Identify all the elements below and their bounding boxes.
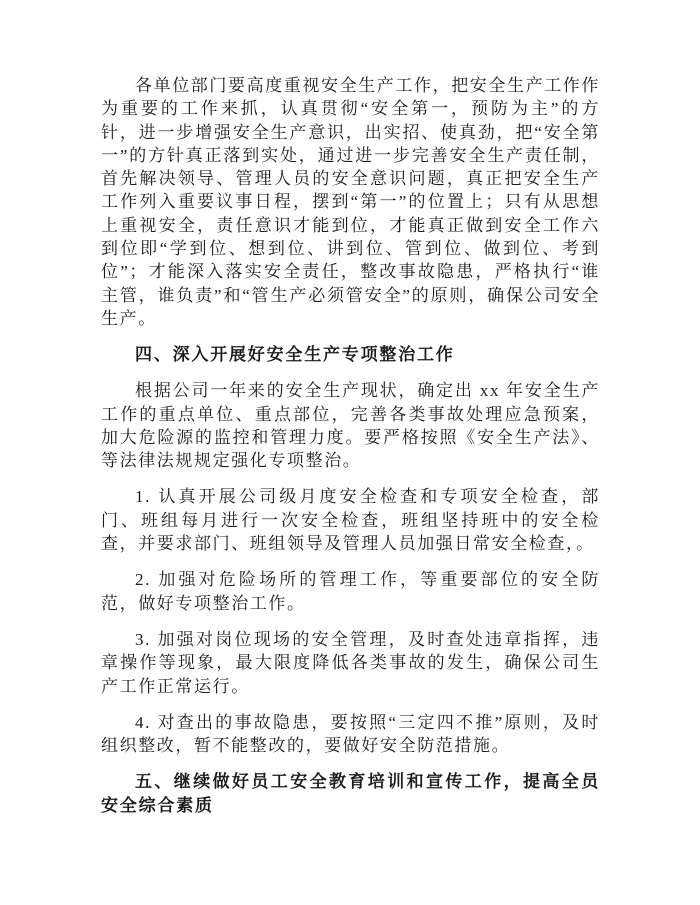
- list-item-4-hidden-dangers: 4. 对查出的事故隐患，要按照“三定四不推”原则，及时组织整改，暂不能整改的，要做好安全防范措施。: [101, 712, 600, 756]
- paragraph-safety-overview: 各单位部门要高度重视安全生产工作，把安全生产工作作为重要的工作来抓，认真贯彻“安全第一，预防为主”的方针，进一步增强安全生产意识，出实招、使真劲，把“安全第一”的方针真正落到实处，通过进一步完善安全生产责任制，首先解决领导、管理人员的安全意识问题，真正把安全生产工作列入重要议事日程，摆到“第一”的位置上；只有从思想上重视安全，责任意识才能到位，才能真正做到安全工作六到位即“学到位、想到位、讲到位、管到位、做到位、考到位”；才能深入落实安全责任，整改事故隐患，严格执行“谁主管，谁负责”和“管生产必须管安全”的原则，确保公司安全生产。: [101, 76, 600, 328]
- paragraph-special-rectification-intro: 根据公司一年来的安全生产现状，确定出 xx 年安全生产工作的重点单位、重点部位，完善各类事故处理应急预案，加大危险源的监控和管理力度。要严格按照《安全生产法》、等法律法规规定强化专项整治。: [101, 381, 600, 471]
- list-item-2-dangerous-places: 2. 加强对危险场所的管理工作，等重要部位的安全防范，做好专项整治工作。: [101, 570, 600, 613]
- section-heading-five: 五、继续做好员工安全教育培训和宣传工作，提高全员安全综合素质: [101, 772, 600, 816]
- list-item-1-monthly-inspections: 1. 认真开展公司级月度安全检查和专项安全检查，部门、班组每月进行一次安全检查，班组坚持班中的安全检查，并要求部门、班组领导及管理人员加强日常安全检查，。: [101, 487, 600, 554]
- list-item-3-site-management: 3. 加强对岗位现场的安全管理，及时查处违章指挥，违章操作等现象，最大限度降低各类事故的发生，确保公司生产工作正常运行。: [101, 629, 600, 696]
- section-heading-four: 四、深入开展好安全生产专项整治工作: [135, 345, 455, 365]
